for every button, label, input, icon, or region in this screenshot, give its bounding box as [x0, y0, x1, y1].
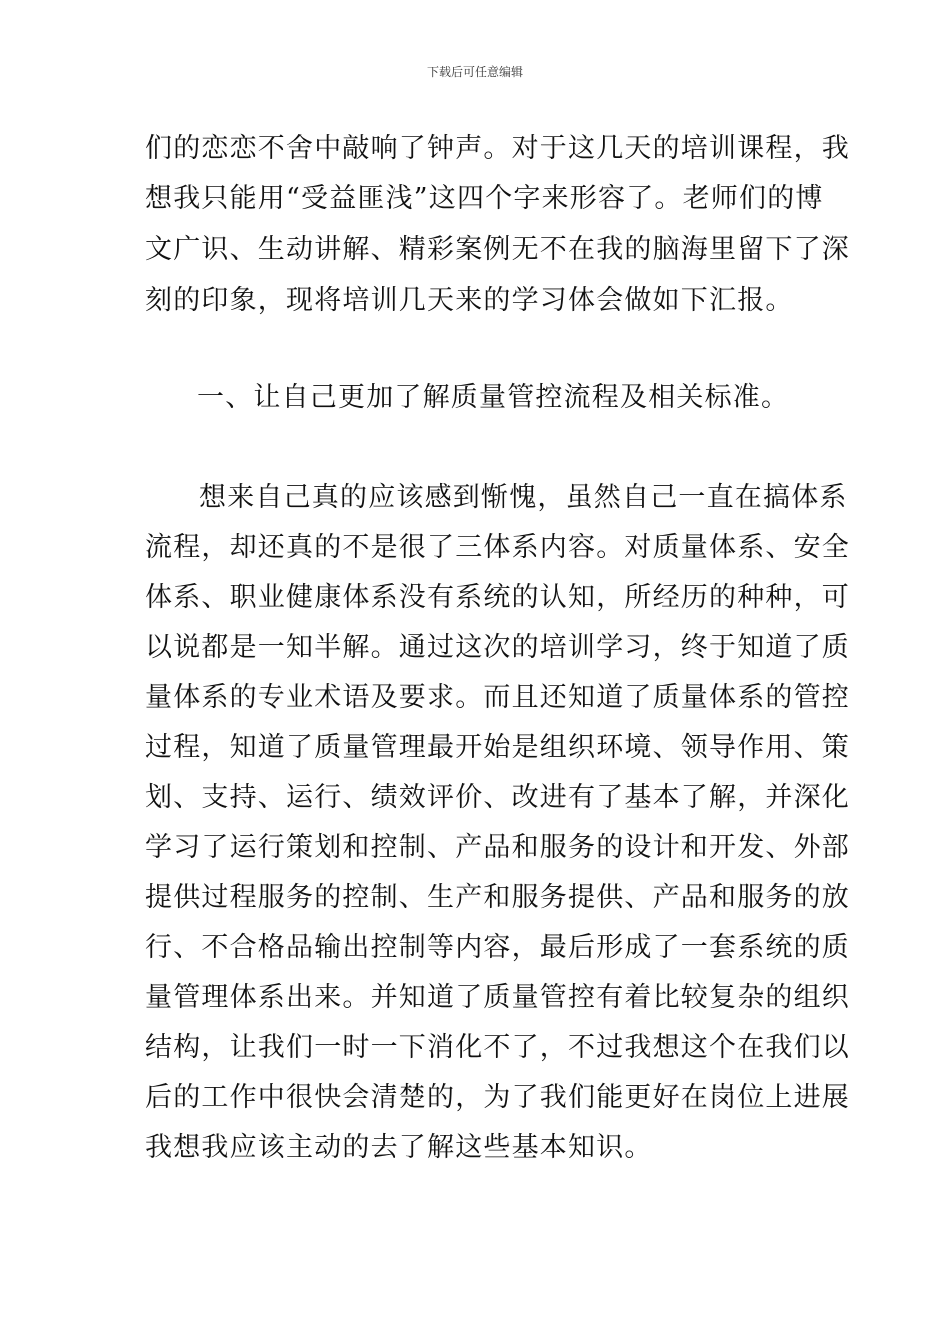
paragraph-line: 划、支持、运行、绩效评价、改进有了基本了解，并深化 [145, 782, 850, 813]
paragraph-line: 想来自己真的应该感到惭愧，虽然自己一直在搞体系 [199, 482, 848, 513]
paragraph-line: 学习了运行策划和控制、产品和服务的设计和开发、外部 [145, 832, 850, 863]
paragraph-line: 想我只能用“受益匪浅”这四个字来形容了。老师们的博 [145, 183, 824, 214]
paragraph-line: 刻的印象，现将培训几天来的学习体会做如下汇报。 [145, 285, 794, 316]
paragraph-line: 提供过程服务的控制、生产和服务提供、产品和服务的放 [145, 882, 850, 913]
paragraph-line: 行、不合格品输出控制等内容，最后形成了一套系统的质 [145, 932, 850, 963]
paragraph-line: 量管理体系出来。并知道了质量管控有着比较复杂的组织 [145, 982, 850, 1013]
section-heading: 一、让自己更加了解质量管控流程及相关标准。 [197, 382, 790, 413]
paragraph-line: 量体系的专业术语及要求。而且还知道了质量体系的管控 [145, 682, 850, 713]
paragraph-line: 后的工作中很快会清楚的，为了我们能更好在岗位上进展 [145, 1082, 850, 1113]
paragraph-line: 结构，让我们一时一下消化不了，不过我想这个在我们以 [145, 1032, 850, 1063]
paragraph-line: 体系、职业健康体系没有系统的认知，所经历的种种，可 [145, 582, 850, 613]
paragraph-line: 们的恋恋不舍中敲响了钟声。对于这几天的培训课程，我 [145, 133, 850, 164]
paragraph-line: 文广识、生动讲解、精彩案例无不在我的脑海里留下了深 [145, 234, 850, 265]
header-note: 下载后可任意编辑 [426, 65, 523, 79]
paragraph-line: 以说都是一知半解。通过这次的培训学习，终于知道了质 [145, 632, 850, 663]
paragraph-line: 流程，却还真的不是很了三体系内容。对质量体系、安全 [145, 532, 850, 563]
paragraph-line: 我想我应该主动的去了解这些基本知识。 [145, 1132, 653, 1163]
paragraph-line: 过程，知道了质量管理最开始是组织环境、领导作用、策 [145, 732, 850, 763]
